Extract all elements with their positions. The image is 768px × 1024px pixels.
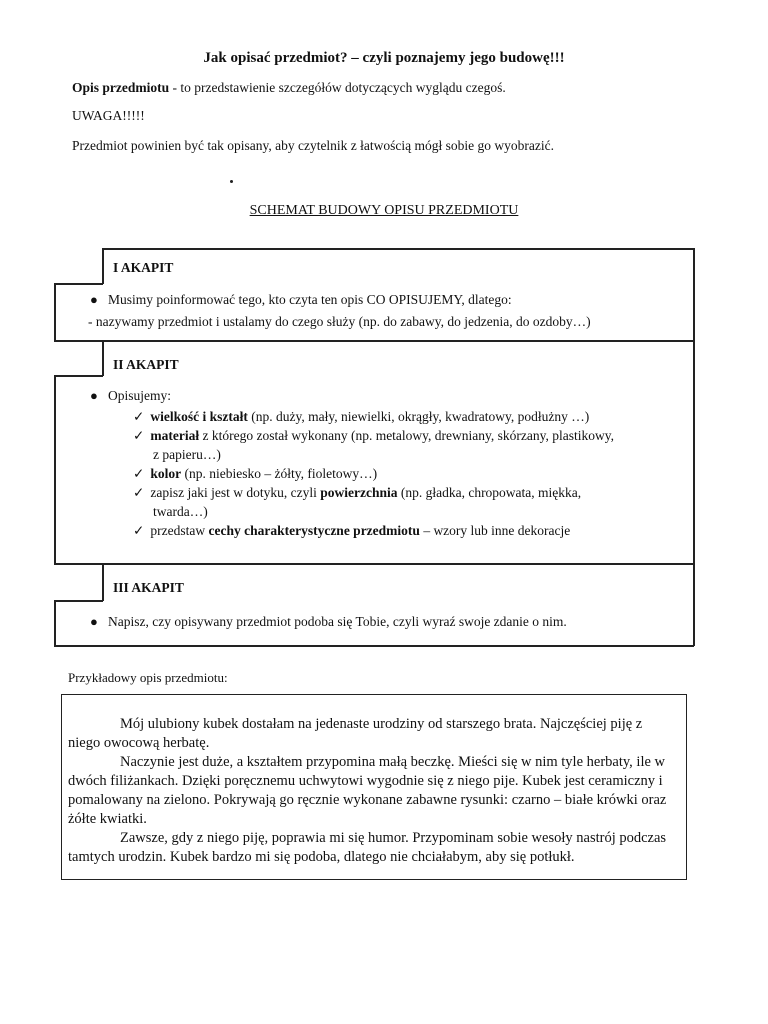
definition-term: Opis przedmiotu	[72, 80, 170, 95]
akapit-3-bullet	[90, 612, 567, 631]
list-item-continuation: z papieru…)	[153, 447, 221, 462]
checkmark-icon: ✓	[133, 485, 145, 500]
akapit-1-bullet-text: Musimy poinformować tego, kto czyta ten opis CO OPISUJEMY, dlatego:	[107, 292, 512, 307]
definition	[72, 80, 506, 96]
warning-text: UWAGA!!!!!	[72, 108, 145, 123]
checkmark-icon: ✓	[133, 466, 145, 481]
example-paragraph-3: Zawsze, gdy z niego piję, poprawia mi się humor. Przypominam sobie wesoły nastrój podczas tamtych urodzin. Kubek bardzo mi się podoba, dlatego nie chciałabym, aby się potłukł.	[68, 830, 667, 865]
list-item-continuation: twarda…)	[153, 504, 208, 519]
bullet-icon: ●	[90, 614, 98, 629]
list-item: ✓ wielkość i kształt (np. duży, mały, niewielki, okrągły, kwadratowy, podłużny …)	[133, 409, 590, 424]
bullet-icon: ●	[90, 388, 98, 403]
schema-title: SCHEMAT BUDOWY OPISU PRZEDMIOTU	[249, 203, 519, 218]
list-item: ✓ zapisz jaki jest w dotyku, czyli powierzchnia (np. gładka, chropowata, miękka,	[133, 485, 582, 500]
akapit-1-line2: - nazywamy przedmiot i ustalamy do czego służy (np. do zabawy, do jedzenia, do ozdoby…)	[88, 314, 591, 329]
example-paragraph-2: Naczynie jest duże, a kształtem przypomina małą beczkę. Mieści się w nim tyle herbaty, ile w dwóch filiżankach. Dzięki poręcznemu uchwytowi wygodnie się z niego pije. Kubek jest ceramiczny i pomalowany na zielono. Pokrywają go ręcznie wykonane zabawne rysunki: czarno – białe krówki oraz żółte kwiatki.	[68, 754, 667, 827]
bullet-icon: ●	[90, 292, 98, 307]
intro-text: Przedmiot powinien być tak opisany, aby czytelnik z łatwością mógł sobie go wyobrazić.	[72, 138, 554, 153]
akapit-3-title: III AKAPIT	[113, 580, 184, 595]
checkmark-icon: ✓	[133, 409, 145, 424]
example-paragraph-1: Mój ulubiony kubek dostałam na jedenaste urodziny od starszego brata. Najczęściej piję z niego owocową herbatę.	[68, 716, 643, 751]
stray-dot	[230, 180, 233, 183]
akapit-2-title: II AKAPIT	[113, 357, 179, 372]
akapit-2-bullet	[90, 386, 171, 405]
definition-text: - to przedstawienie szczegółów dotyczących wyglądu czegoś.	[169, 80, 506, 95]
example-label: Przykładowy opis przedmiotu:	[68, 670, 228, 685]
list-item: ✓ przedstaw cechy charakterystyczne przedmiotu – wzory lub inne dekoracje	[133, 523, 571, 538]
akapit-1-bullet	[90, 290, 512, 309]
checkmark-icon: ✓	[133, 523, 145, 538]
akapit-3-bullet-text: Napisz, czy opisywany przedmiot podoba się Tobie, czyli wyraź swoje zdanie o nim.	[107, 614, 567, 629]
checkmark-icon: ✓	[133, 428, 145, 443]
list-item: ✓ kolor (np. niebiesko – żółty, fioletowy…)	[133, 466, 378, 481]
page-title: Jak opisać przedmiot? – czyli poznajemy jego budowę!!!	[203, 50, 565, 66]
example-text	[68, 715, 678, 867]
akapit-1-title: I AKAPIT	[113, 260, 174, 275]
list-item: ✓ materiał z którego został wykonany (np. metalowy, drewniany, skórzany, plastikowy,	[133, 428, 615, 443]
akapit-2-bullet-text: Opisujemy:	[107, 388, 171, 403]
akapit-2-list	[133, 407, 688, 540]
